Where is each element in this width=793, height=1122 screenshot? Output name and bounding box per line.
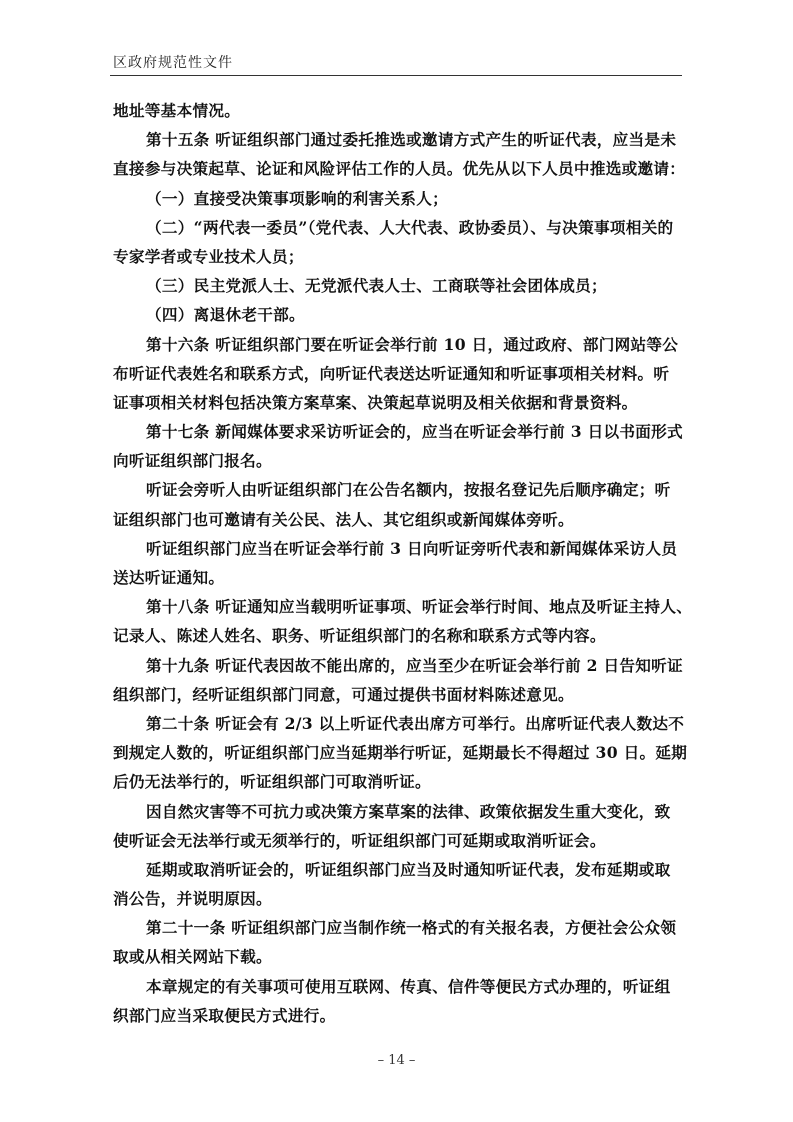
body-line: 证事项相关材料包括决策方案草案、决策起草说明及相关依据和背景资料。: [113, 392, 638, 412]
body-line: 地址等基本情况。: [113, 101, 241, 120]
body-line: 送达听证通知。: [113, 568, 225, 587]
body-line: （四）离退休老干部。: [146, 305, 305, 325]
body-line: 证组织部门也可邀请有关公民、法人、其它组织或新闻媒体旁听。: [113, 509, 574, 529]
body-line: 到规定人数的，听证组织部门应当延期举行听证，延期最长不得超过 30 日。延期: [113, 743, 688, 763]
body-line: 听证组织部门应当在听证会举行前 3 日向听证旁听代表和新闻媒体采访人员: [146, 538, 678, 558]
body-line: （二）“两代表一委员”（党代表、人大代表、政协委员）、与决策事项相关的: [146, 217, 674, 237]
body-line: 第二十一条 听证组织部门应当制作统一格式的有关报名表，方便社会公众领: [146, 918, 677, 938]
body-line: 记录人、陈述人姓名、职务、听证组织部门的名称和联系方式等内容。: [113, 626, 606, 646]
body-line: 使听证会无法举行或无须举行的，听证组织部门可延期或取消听证会。: [113, 830, 606, 850]
body-line: 第二十条 听证会有 2/3 以上听证代表出席方可举行。出席听证代表人数达不: [146, 713, 685, 733]
header-title: 区政府规范性文件: [113, 55, 233, 71]
body-line: 取或从相关网站下载。: [113, 947, 272, 967]
body-line: 第十六条 听证组织部门要在听证会举行前 10 日，通过政府、部门网站等公: [146, 334, 679, 354]
body-line: 专家学者或专业技术人员；: [113, 246, 304, 266]
body-line: （三）民主党派人士、无党派代表人士、工商联等社会团体成员；: [146, 276, 607, 296]
body-line: 织部门应当采取便民方式进行。: [113, 1005, 336, 1025]
body-line: 消公告，并说明原因。: [113, 889, 272, 909]
document-body: [113, 96, 693, 1030]
body-line: 听证会旁听人由听证组织部门在公告名额内，按报名登记先后顺序确定；听: [146, 480, 671, 500]
body-line: 延期或取消听证会的，听证组织部门应当及时通知听证代表，发布延期或取: [146, 859, 671, 879]
body-line: 布听证代表姓名和联系方式，向听证代表送达听证通知和听证事项相关材料。听: [113, 363, 670, 383]
body-line: 第十九条 听证代表因故不能出席的，应当至少在听证会举行前 2 日告知听证: [146, 655, 683, 675]
body-line: （一）直接受决策事项影响的利害关系人；: [146, 188, 448, 208]
body-line: 组织部门，经听证组织部门同意，可通过提供书面材料陈述意见。: [113, 684, 574, 704]
body-line: 第十八条 听证通知应当载明听证事项、听证会举行时间、地点及听证主持人、: [146, 597, 693, 617]
body-line: 向听证组织部门报名。: [113, 451, 272, 471]
body-line: 本章规定的有关事项可使用互联网、传真、信件等便民方式办理的，听证组: [146, 976, 671, 996]
page-number: – 14 –: [377, 1053, 416, 1068]
body-line: 后仍无法举行的，听证组织部门可取消听证。: [113, 772, 431, 792]
body-line: 第十五条 听证组织部门通过委托推选或邀请方式产生的听证代表，应当是未: [146, 130, 677, 150]
header-divider: [110, 75, 682, 76]
body-line: 因自然灾害等不可抗力或决策方案草案的法律、政策依据发生重大变化，致: [146, 801, 671, 821]
body-line: 直接参与决策起草、论证和风险评估工作的人员。优先从以下人员中推选或邀请：: [113, 159, 686, 179]
body-line: 第十七条 新闻媒体要求采访听证会的，应当在听证会举行前 3 日以书面形式: [146, 422, 683, 442]
